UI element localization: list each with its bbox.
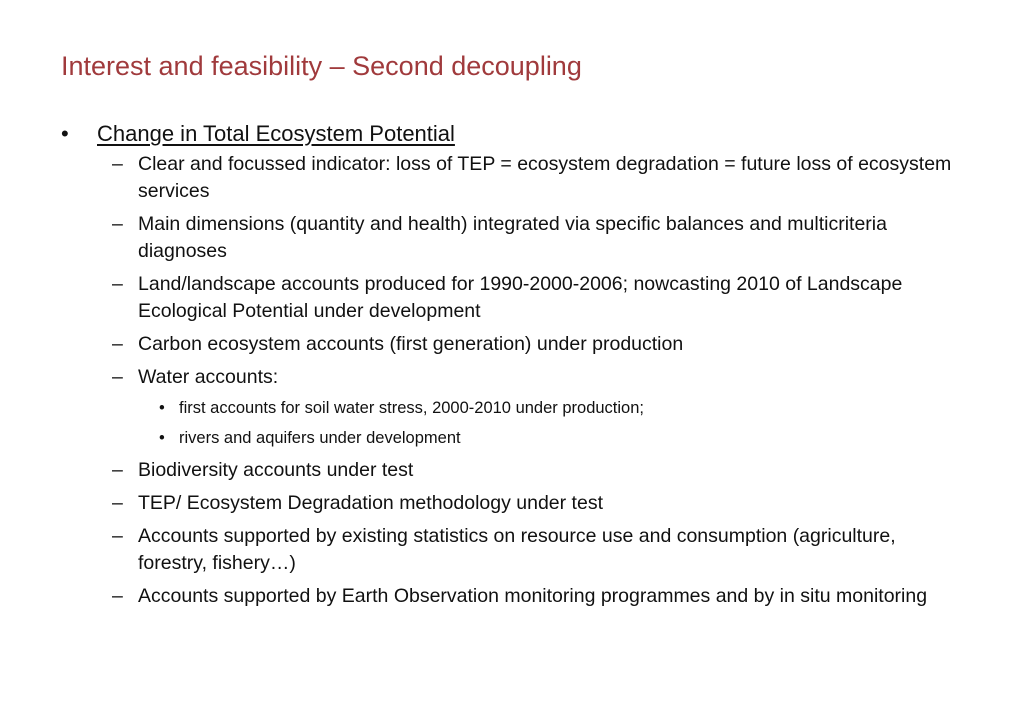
list-item-text: Biodiversity accounts under test (138, 459, 414, 481)
sub-list-item-text: rivers and aquifers under development (179, 429, 461, 447)
slide-content (60, 120, 970, 616)
list-item-text: Land/landscape accounts produced for 1990-2000-2006; nowcasting 2010 of Landscape Ecological Potential under development (138, 273, 903, 322)
list-item (60, 211, 970, 265)
dash-icon: – (112, 585, 123, 607)
list-item (60, 523, 970, 577)
list-item (60, 331, 970, 358)
list-item-text: TEP/ Ecosystem Degradation methodology under test (138, 492, 603, 514)
list-item (60, 151, 970, 205)
list-item (60, 271, 970, 325)
list-item (60, 490, 970, 517)
list-item (60, 364, 970, 391)
list-item-text: Carbon ecosystem accounts (first generation) under production (138, 333, 684, 355)
dash-icon: – (112, 333, 123, 355)
list-item (60, 583, 970, 610)
bullet-icon: • (159, 399, 165, 417)
list-item-text: Accounts supported by Earth Observation monitoring programmes and by in situ monitoring (138, 585, 928, 607)
slide-title: Interest and feasibility – Second decoupling (61, 51, 582, 81)
list-item (60, 457, 970, 484)
main-bullet (60, 120, 970, 148)
main-bullet-text: Change in Total Ecosystem Potential (97, 121, 455, 146)
sub-list-item-text: first accounts for soil water stress, 2000-2010 under production; (179, 399, 644, 417)
bullet-icon: • (61, 121, 69, 146)
dash-icon: – (112, 459, 123, 481)
dash-icon: – (112, 153, 123, 175)
sub-list-item (60, 397, 970, 419)
sub-list-item (60, 427, 970, 449)
dash-icon: – (112, 525, 123, 547)
dash-icon: – (112, 492, 123, 514)
dash-icon: – (112, 366, 123, 388)
bullet-icon: • (159, 429, 165, 447)
dash-icon: – (112, 213, 123, 235)
list-item-text: Accounts supported by existing statistics on resource use and consumption (agriculture, forestry, fishery…) (138, 525, 896, 574)
list-item-text: Water accounts: (138, 366, 279, 388)
list-item-text: Clear and focussed indicator: loss of TEP = ecosystem degradation = future loss of ecosystem services (138, 153, 952, 202)
list-item-text: Main dimensions (quantity and health) integrated via specific balances and multicriteria diagnoses (138, 213, 887, 262)
dash-icon: – (112, 273, 123, 295)
